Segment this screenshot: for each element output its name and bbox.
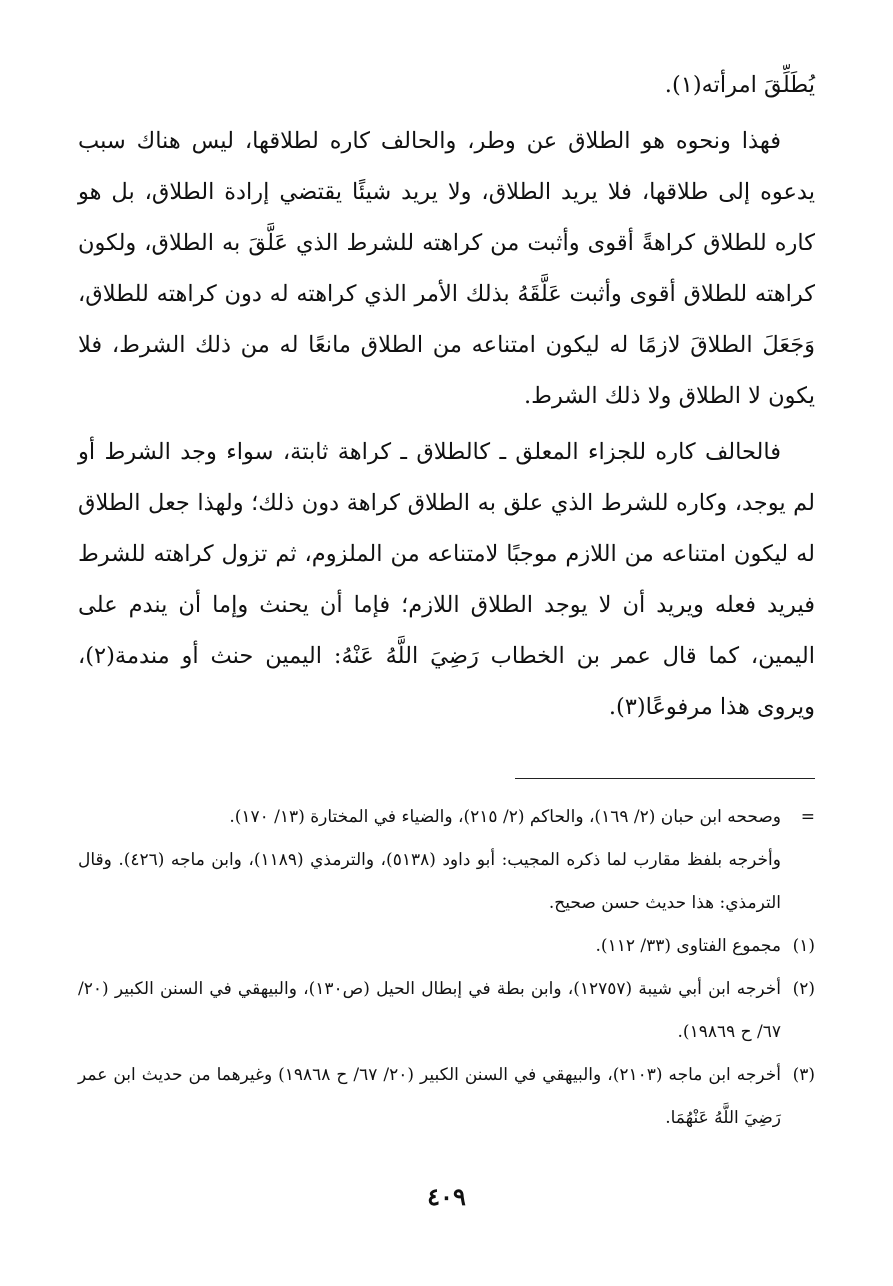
- footnote-text: أخرجه ابن ماجه (٢١٠٣)، والبيهقي في السنن الكبير (٢٠/ ٦٧/ ح ١٩٨٦٨) وغيرهما من حديث ابن عمر رَضِيَ اللَّهُ عَنْهُمَا.: [78, 1065, 781, 1128]
- footnote-text: أخرجه ابن أبي شيبة (١٢٧٥٧)، وابن بطة في إبطال الحيل (ص١٣٠)، والبيهقي في السنن الكبير (٢٠/ ٦٧/ ح ١٩٨٦٩).: [78, 979, 781, 1042]
- footnote-separator: [515, 778, 815, 779]
- footnote-1: [78, 925, 815, 968]
- footnote-marker: (٢): [792, 979, 815, 999]
- page-number: ٤٠٩: [427, 1182, 466, 1211]
- paragraph-continuation: يُطَلِّقَ امرأته(١).: [664, 72, 815, 98]
- footnote-marker: (١): [792, 936, 815, 956]
- footnote-3: [78, 1054, 815, 1140]
- footnote-continuation-marker: =: [800, 807, 815, 827]
- footnote-continuation: [78, 796, 815, 839]
- footnote-text: مجموع الفتاوى (٣٣/ ١١٢).: [595, 936, 781, 956]
- paragraph-1: فهذا ونحوه هو الطلاق عن وطر، والحالف كاره لطلاقها، ليس هناك سبب يدعوه إلى طلاقها، فلا يريد الطلاق، ولا يريد شيئًا يقتضي إرادة الطلاق، بل هو كاره للطلاق كراهةً أقوى وأثبت من كراهته للشرط الذي عَلَّقَ به الطلاق، ولكون كراهته للطلاق أقوى وأثبت عَلَّقَهُ بذلك الأمر الذي كراهته له دون كراهته للطلاق، وَجَعَلَ الطلاقَ لازمًا له ليكون امتناعه من الطلاق مانعًا له من ذلك الشرط، فلا يكون لا الطلاق ولا ذلك الشرط.: [78, 128, 815, 409]
- page-content: [78, 60, 815, 1128]
- footnote-continuation-2: [78, 839, 815, 925]
- footnote-marker: (٣): [792, 1065, 815, 1085]
- footnote-continuation-text: وصححه ابن حبان (٢/ ١٦٩)، والحاكم (٢/ ٢١٥)، والضياء في المختارة (١٣/ ١٧٠).: [229, 807, 781, 827]
- footnote-2: [78, 968, 815, 1054]
- body-text: [78, 60, 815, 733]
- footnote-continuation-text-2: وأخرجه بلفظ مقارب لما ذكره المجيب: أبو داود (٥١٣٨)، والترمذي (١١٨٩)، وابن ماجه (٤٢٦). وقال الترمذي: هذا حديث حسن صحيح.: [78, 850, 781, 913]
- paragraph-2: فالحالف كاره للجزاء المعلق ـ كالطلاق ـ كراهة ثابتة، سواء وجد الشرط أو لم يوجد، وكاره للشرط الذي علق به الطلاق كراهة دون ذلك؛ ولهذا جعل الطلاق له ليكون امتناعه من اللازم موجبًا لامتناعه من الملزوم، ثم تزول كراهته للشرط فيريد فعله ويريد أن لا يوجد الطلاق اللازم؛ فإما أن يحنث وإما أن يندم على اليمين، كما قال عمر بن الخطاب رَضِيَ اللَّهُ عَنْهُ: اليمين حنث أو مندمة(٢)، ويروى هذا مرفوعًا(٣).: [78, 439, 815, 720]
- footnotes: [78, 796, 815, 1140]
